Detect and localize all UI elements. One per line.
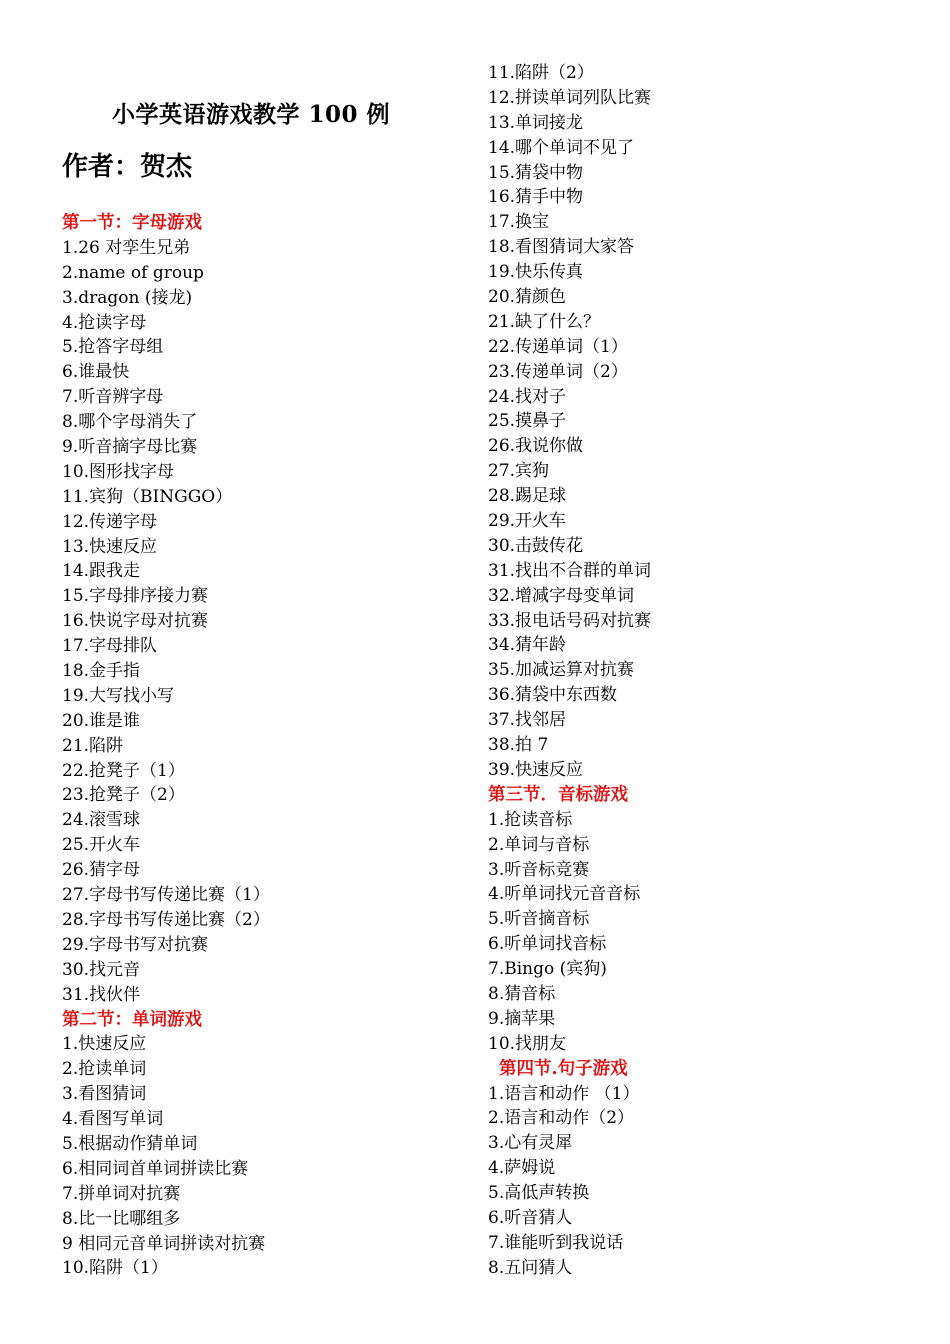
list-item: 1.快速反应 bbox=[62, 1034, 147, 1055]
list-item: 38.拍 7 bbox=[488, 735, 549, 756]
list-item: 7.Bingo (宾狗) bbox=[488, 959, 607, 980]
list-item: 5.抢答字母组 bbox=[62, 337, 164, 358]
list-item: 30.击鼓传花 bbox=[488, 535, 584, 556]
list-item: 3.听音标竞赛 bbox=[488, 859, 590, 880]
list-item: 16.猜手中物 bbox=[488, 187, 584, 208]
list-item: 18.金手指 bbox=[62, 661, 141, 682]
list-item: 11.宾狗（BINGGO） bbox=[62, 486, 233, 507]
section-heading: 第二节：单词游戏 bbox=[62, 1009, 202, 1030]
list-item: 26.猜字母 bbox=[62, 860, 141, 881]
list-item: 8.比一比哪组多 bbox=[62, 1208, 181, 1229]
list-item: 27.宾狗 bbox=[488, 461, 550, 482]
list-item: 10.图形找字母 bbox=[62, 461, 175, 482]
list-item: 28.字母书写传递比赛（2） bbox=[62, 909, 270, 930]
list-item: 17.换宝 bbox=[488, 212, 550, 233]
list-item: 13.单词接龙 bbox=[488, 112, 584, 133]
list-item: 9 相同元音单词拼读对抗赛 bbox=[62, 1233, 266, 1254]
list-item: 27.字母书写传递比赛（1） bbox=[62, 885, 270, 906]
list-item: 3.心有灵犀 bbox=[488, 1133, 573, 1154]
list-item: 25.开火车 bbox=[62, 835, 141, 856]
author-line: 作者：贺杰 bbox=[62, 152, 193, 182]
list-item: 9.摘苹果 bbox=[488, 1008, 556, 1029]
list-item: 4.萨姆说 bbox=[488, 1158, 556, 1179]
list-item: 22.抢凳子（1） bbox=[62, 760, 185, 781]
list-item: 10.陷阱（1） bbox=[62, 1258, 168, 1279]
list-item: 26.我说你做 bbox=[488, 436, 584, 457]
list-item: 29.开火车 bbox=[488, 511, 567, 532]
list-item: 12.传递字母 bbox=[62, 511, 158, 532]
list-item: 34.猜年龄 bbox=[488, 635, 567, 656]
list-item: 20.谁是谁 bbox=[62, 710, 141, 731]
list-item: 23.抢凳子（2） bbox=[62, 785, 185, 806]
section-heading: 第一节：字母游戏 bbox=[62, 213, 202, 233]
list-item: 23.传递单词（2） bbox=[488, 361, 628, 382]
list-item: 30.找元音 bbox=[62, 959, 141, 980]
section-heading: 第三节．音标游戏 bbox=[488, 784, 628, 805]
list-item: 29.字母书写对抗赛 bbox=[62, 934, 209, 955]
list-item: 21.陷阱 bbox=[62, 735, 124, 756]
list-item: 35.加减运算对抗赛 bbox=[488, 660, 635, 681]
list-item: 31.找出不合群的单词 bbox=[488, 560, 652, 581]
list-item: 3.dragon (接龙) bbox=[62, 287, 193, 308]
list-item: 9.听音摘字母比赛 bbox=[62, 437, 198, 458]
list-item: 25.摸鼻子 bbox=[488, 411, 567, 432]
list-item: 8.五问猜人 bbox=[488, 1257, 573, 1278]
list-item: 11.陷阱（2） bbox=[488, 63, 594, 83]
list-item: 16.快说字母对抗赛 bbox=[62, 611, 209, 632]
list-item: 7.谁能听到我说话 bbox=[488, 1232, 624, 1253]
list-item: 31.找伙伴 bbox=[62, 984, 141, 1005]
right-column bbox=[488, 61, 908, 1281]
section-heading: 第四节.句子游戏 bbox=[499, 1058, 628, 1079]
list-item: 5.听音摘音标 bbox=[488, 909, 590, 930]
list-item: 6.听音猜人 bbox=[488, 1207, 573, 1228]
list-item: 22.传递单词（1） bbox=[488, 336, 628, 357]
list-item: 1.抢读音标 bbox=[488, 809, 573, 830]
list-item: 18.看图猜词大家答 bbox=[488, 237, 635, 258]
list-item: 10.找朋友 bbox=[488, 1033, 567, 1054]
list-item: 14.哪个单词不见了 bbox=[488, 137, 635, 158]
list-item: 39.快速反应 bbox=[488, 759, 584, 780]
list-item: 5.高低声转换 bbox=[488, 1183, 590, 1204]
list-item: 17.字母排队 bbox=[62, 636, 158, 657]
document-title: 小学英语游戏教学 100 例 bbox=[112, 101, 391, 128]
list-item: 6.相同词首单词拼读比赛 bbox=[62, 1158, 249, 1179]
list-item: 24.找对子 bbox=[488, 386, 567, 407]
list-item: 19.快乐传真 bbox=[488, 262, 584, 283]
list-item: 5.根据动作猜单词 bbox=[62, 1133, 198, 1154]
list-item: 2.抢读单词 bbox=[62, 1059, 147, 1080]
list-item: 37.找邻居 bbox=[488, 710, 567, 731]
list-item: 3.看图猜词 bbox=[62, 1084, 147, 1105]
list-item: 8.猜音标 bbox=[488, 983, 556, 1004]
list-item: 2.name of group bbox=[62, 262, 204, 283]
list-item: 12.拼读单词列队比赛 bbox=[488, 87, 652, 108]
list-item: 32.增减字母变单词 bbox=[488, 585, 635, 606]
list-item: 2.单词与音标 bbox=[488, 834, 590, 855]
list-item: 2.语言和动作（2） bbox=[488, 1108, 635, 1129]
list-item: 15.字母排序接力赛 bbox=[62, 586, 209, 607]
list-item: 4.听单词找元音音标 bbox=[488, 884, 641, 905]
list-item: 6.听单词找音标 bbox=[488, 934, 607, 955]
list-item: 33.报电话号码对抗赛 bbox=[488, 610, 652, 631]
list-item: 8.哪个字母消失了 bbox=[62, 412, 198, 433]
list-item: 7.拼单词对抗赛 bbox=[62, 1183, 181, 1204]
list-item: 7.听音辨字母 bbox=[62, 387, 164, 408]
list-item: 1.语言和动作 （1） bbox=[488, 1083, 640, 1104]
list-item: 21.缺了什么？ bbox=[488, 311, 601, 332]
left-column bbox=[62, 211, 482, 1281]
list-item: 24.滚雪球 bbox=[62, 810, 141, 831]
list-item: 20.猜颜色 bbox=[488, 287, 567, 308]
list-item: 28.踢足球 bbox=[488, 486, 567, 507]
list-item: 1.26 对孪生兄弟 bbox=[62, 237, 191, 258]
list-item: 15.猜袋中物 bbox=[488, 162, 584, 183]
list-item: 4.抢读字母 bbox=[62, 312, 147, 333]
list-item: 14.跟我走 bbox=[62, 561, 141, 582]
list-item: 36.猜袋中东西数 bbox=[488, 685, 618, 706]
list-item: 13.快速反应 bbox=[62, 536, 158, 557]
list-item: 19.大写找小写 bbox=[62, 685, 175, 706]
list-item: 6.谁最快 bbox=[62, 362, 130, 383]
list-item: 4.看图写单词 bbox=[62, 1109, 164, 1130]
